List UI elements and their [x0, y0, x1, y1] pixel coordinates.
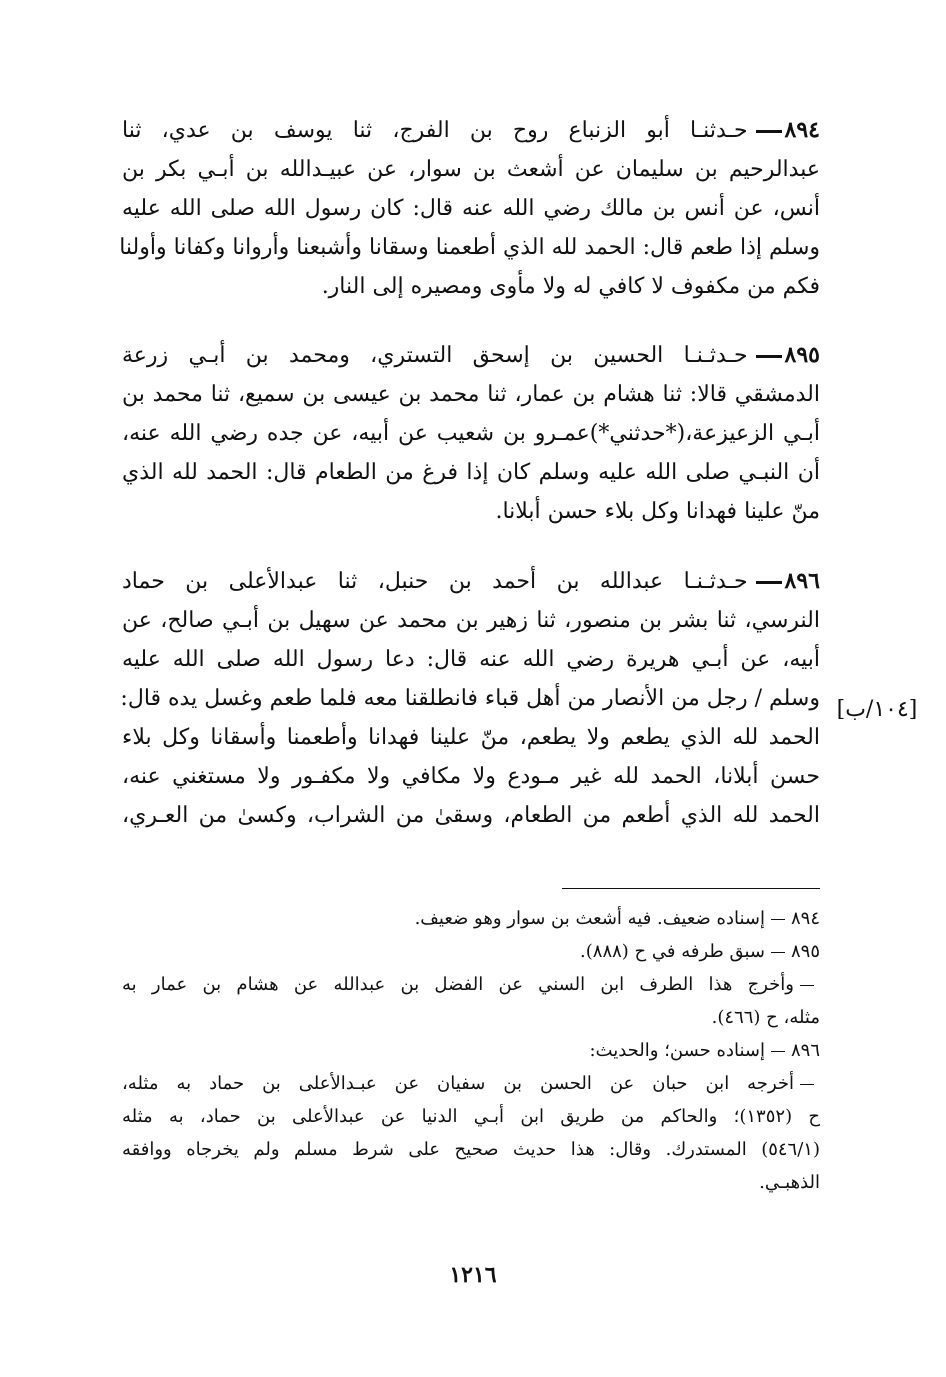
- footnote-line: ح (١٣٥٢)؛ والحاكم من طريق ابن أبـي الدنيا عن عبدالأعلى بن حماد، به مثله: [122, 1106, 820, 1127]
- hadith-number: ٨٩٦: [784, 568, 820, 594]
- footnote-number: ٨٩٦: [790, 1040, 820, 1061]
- footnote-number: ٨٩٥: [790, 941, 820, 962]
- footnote-895: ٨٩٥سبق طرفه في ح (٨٨٨).: [580, 941, 820, 962]
- hadith-line: النرسي، ثنا بشر بن منصور، ثنا زهير بن محمد عن سهيل بن أبـي صالح، عن: [122, 608, 820, 633]
- hadith-line: فكم من مكفوف لا كافي له ولا مأوى ومصيره إلى النار.: [321, 274, 820, 299]
- hadith-895: [122, 336, 820, 531]
- dash-rule: [771, 1051, 785, 1052]
- footnote-line: أخرجه ابن حبان عن الحسن بن سفيان عن عبـدالأعلى بن حماد به مثله،: [122, 1067, 820, 1100]
- margin-folio-note: [١٠٤/ب]: [836, 697, 918, 722]
- hadith-896: [122, 562, 820, 835]
- dash-rule: [800, 985, 814, 986]
- hadith-894: [119, 111, 820, 306]
- dash-rule: [756, 130, 782, 133]
- hadith-line: الحمد لله الذي يطعم ولا يطعم، منّ علينا فهدانا وأطعمنا وأسقانا وكل بلاء: [122, 725, 820, 750]
- footnote-894: ٨٩٤إسناده ضعيف. فيه أشعث بن سوار وهو ضعيف.: [414, 908, 820, 929]
- footnotes: [122, 902, 820, 1199]
- hadith-line: الدمشقي قالا: ثنا هشام بن عمار، ثنا محمد بن عيسى بن سميع، ثنا محمد بن: [122, 382, 820, 407]
- dash-rule: [771, 919, 785, 920]
- hadith-line: حسن أبلانا، الحمد لله غير مـودع ولا مكافي ولا مكفـور ولا مستغني عنه،: [122, 764, 820, 789]
- footnote-896: ٨٩٦إسناده حسن؛ والحديث:: [589, 1040, 820, 1061]
- hadith-line: أبيه، عن أبـي هريرة رضي الله عنه قال: دعا رسول الله صلى الله عليه: [122, 647, 820, 672]
- hadith-line: ٨٩٤حـدثنـا أبو الزنباع روح بن الفرج، ثنا يوسف بن عدي، ثنا: [122, 117, 820, 143]
- hadith-line: أنس، عن أنس بن مالك رضي الله عنه قال: كان رسول الله صلى الله عليه: [122, 196, 820, 221]
- footnote-line: وأخرج هذا الطرف ابن السني عن الفضل بن عبدالله عن هشام بن عمار به: [122, 968, 820, 1001]
- hadith-line: عبدالرحيم بن سليمان عن أشعث بن سوار، عن عبيـدالله بن أبـي بكر بن: [122, 157, 820, 182]
- hadith-line: ٨٩٥حـدثـنـا الحسين بن إسحق التستري، ومحمد بن أبـي زرعة: [122, 342, 820, 368]
- hadith-number: ٨٩٥: [784, 342, 820, 368]
- footnote-line: الذهبـي.: [759, 1172, 820, 1193]
- dash-rule: [756, 355, 782, 358]
- hadith-number: ٨٩٤: [784, 117, 820, 143]
- hadith-line: ٨٩٦حـدثـنـا عبدالله بن أحمد بن حنبل، ثنا عبدالأعلى بن حماد: [122, 568, 820, 594]
- footnote-line: مثله، ح (٤٦٦).: [711, 1007, 820, 1028]
- hadith-line: أن النبـي صلى الله عليه وسلم كان إذا فرغ من الطعام قال: الحمد لله الذي: [122, 460, 820, 485]
- dash-rule: [800, 1084, 814, 1085]
- hadith-line: منّ علينا فهدانا وكل بلاء حسن أبلانا.: [495, 499, 820, 524]
- dash-rule: [756, 581, 782, 584]
- dash-rule: [771, 952, 785, 953]
- hadith-line: وسلم إذا طعم قال: الحمد لله الذي أطعمنا وسقانا وأشبعنا وأروانا وكفانا وأولنا: [119, 235, 820, 260]
- hadith-line: الحمد لله الذي أطعم من الطعام، وسقىٰ من الشراب، وكسىٰ من العـري،: [122, 803, 820, 828]
- footnote-divider: [562, 888, 820, 889]
- footnote-number: ٨٩٤: [790, 908, 820, 929]
- footnote-line: (٥٤٦/١) المستدرك. وقال: هذا حديث صحيح على شرط مسلم ولم يخرجاه ووافقه: [122, 1139, 820, 1160]
- page-number: ١٢١٦: [449, 1262, 497, 1288]
- hadith-line: أبـي الزعيزعة،(*حدثني*)عمـرو بن شعيب عن أبيه، عن جده رضي الله عنه،: [122, 421, 820, 446]
- hadith-line: وسلم / رجل من الأنصار من أهل قباء فانطلقنا معه فلما طعم وغسل يده قال:: [120, 686, 820, 711]
